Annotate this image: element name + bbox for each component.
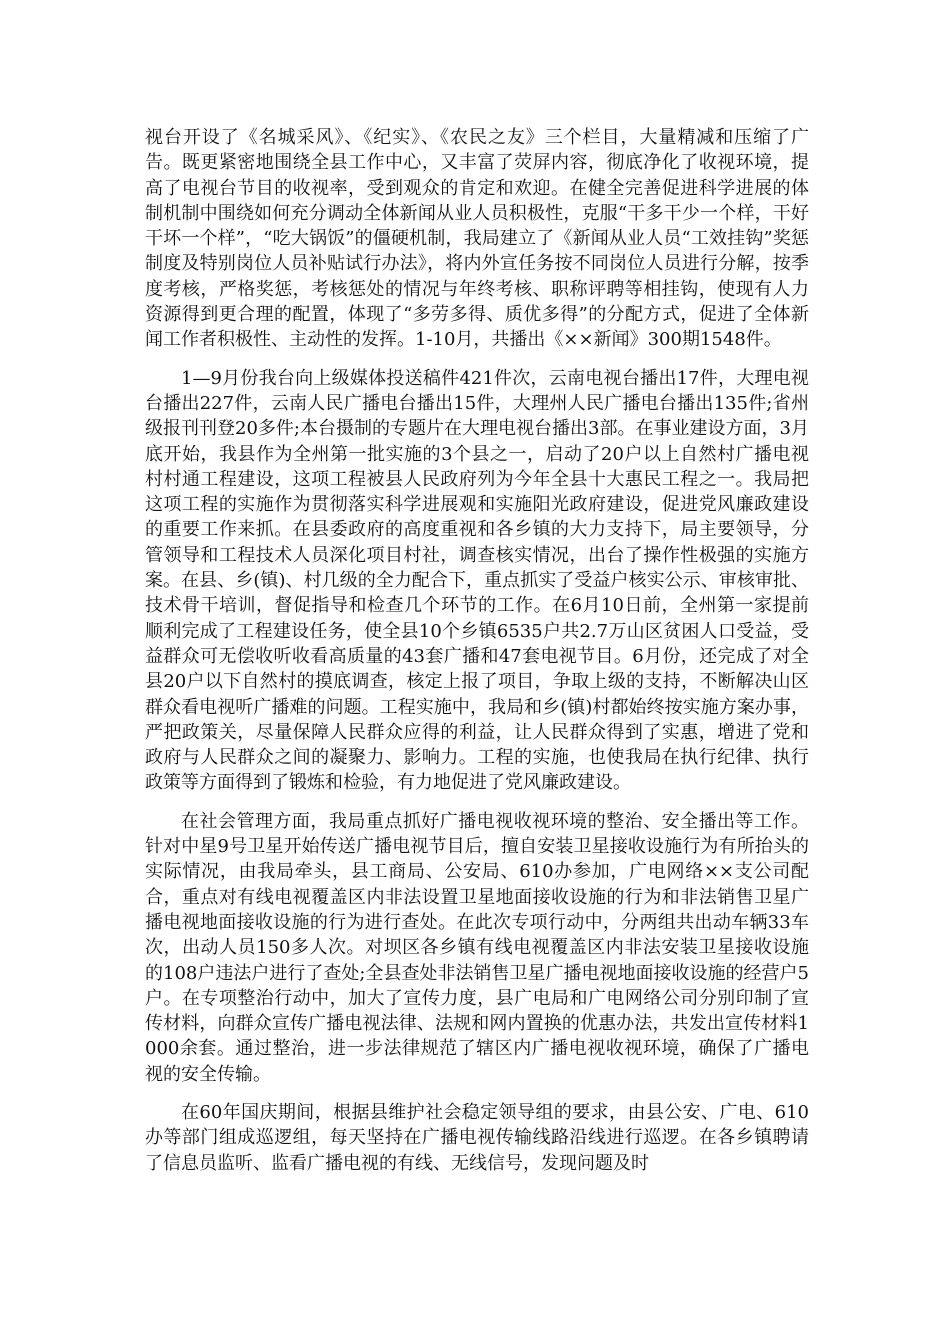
document-page [145, 125, 809, 1189]
paragraph-1: 视台开设了《名城采风》、《纪实》、《农民之友》三个栏目，大量精减和压缩了广告。既更紧密地围绕全县工作中心，又丰富了荧屏内容，彻底净化了收视环境，提高了电视台节目的收视率，受到观众的肯定和欢迎。在健全完善促进科学进展的体制机制中围绕如何充分调动全体新闻从业人员积极性，克服“干多干少一个样，干好干坏一个样”，“吃大锅饭”的僵硬机制，我局建立了《新闻从业人员“工效挂钩”奖惩制度及特别岗位人员补贴试行办法》，将内外宣任务按不同岗位人员进行分解，按季度考核，严格奖惩，考核惩处的情况与年终考核、职称评聘等相挂钩，使现有人力资源得到更合理的配置，体现了“多劳多得、质优多得”的分配方式，促进了全体新闻工作者积极性、主动性的发挥。1-10月，共播出《××新闻》300期1548件。 [145, 127, 809, 351]
paragraph-4: 在60年国庆期间，根据县维护社会稳定领导组的要求，由县公安、广电、610办等部门组成巡逻组，每天坚持在广播电视传输线路沿线进行巡逻。在各乡镇聘请了信息员监听、监看广播电视的有线、无线信号，发现问题及时 [145, 1101, 809, 1174]
paragraph-3: 在社会管理方面，我局重点抓好广播电视收视环境的整治、安全播出等工作。针对中星9号卫星开始传送广播电视节目后，擅自安装卫星接收设施行为有所抬头的实际情况，由我局牵头，县工商局、公安局、610办参加，广电网络××支公司配合，重点对有线电视覆盖区内非法设置卫星地面接收设施的行为和非法销售卫星广播电视地面接收设施的行为进行查处。在此次专项行动中，分两组共出动车辆33车次，出动人员150多人次。对坝区各乡镇有线电视覆盖区内非法安装卫星接收设施的108户违法户进行了查处;全县查处非法销售卫星广播电视地面接收设施的经营户5户。在专项整治行动中，加大了宣传力度，县广电局和广电网络公司分别印制了宣传材料，向群众宣传广播电视法律、法规和网内置换的优惠办法，共发出宣传材料1000余套。通过整治，进一步法律规范了辖区内广播电视收视环境，确保了广播电视的安全传输。 [145, 810, 809, 1085]
paragraph-2: 1—9月份我台向上级媒体投送稿件421件次，云南电视台播出17件，大理电视台播出227件，云南人民广播电台播出15件，大理州人民广播电台播出135件;省州级报刊刊登20多件;本台摄制的专题片在大理电视台播出3部。在事业建设方面，3月底开始，我县作为全州第一批实施的3个县之一，启动了20户以上自然村广播电视村村通工程建设，这项工程被县人民政府列为今年全县十大惠民工程之一。我局把这项工程的实施作为贯彻落实科学进展观和实施阳光政府建设，促进党风廉政建设的重要工作来抓。在县委政府的高度重视和各乡镇的大力支持下，局主要领导，分管领导和工程技术人员深化项目村社，调查核实情况，出台了操作性极强的实施方案。在县、乡(镇)、村几级的全力配合下，重点抓实了受益户核实公示、审核审批、技术骨干培训，督促指导和检查几个环节的工作。在6月10日前，全州第一家提前顺利完成了工程建设任务，使全县10个乡镇6535户共2.7万山区贫困人口受益，受益群众可无偿收听收看高质量的43套广播和47套电视节目。6月份，还完成了对全县20户以下自然村的摸底调查，核定上报了项目，争取上级的支持，不断解决山区群众看电视听广播难的问题。工程实施中，我局和乡(镇)村都始终按实施方案办事，严把政策关，尽量保障人民群众应得的利益，让人民群众得到了实惠，增进了党和政府与人民群众之间的凝聚力、影响力。工程的实施，也使我局在执行纪律、执行政策等方面得到了锻炼和检验，有力地促进了党风廉政建设。 [145, 367, 809, 794]
